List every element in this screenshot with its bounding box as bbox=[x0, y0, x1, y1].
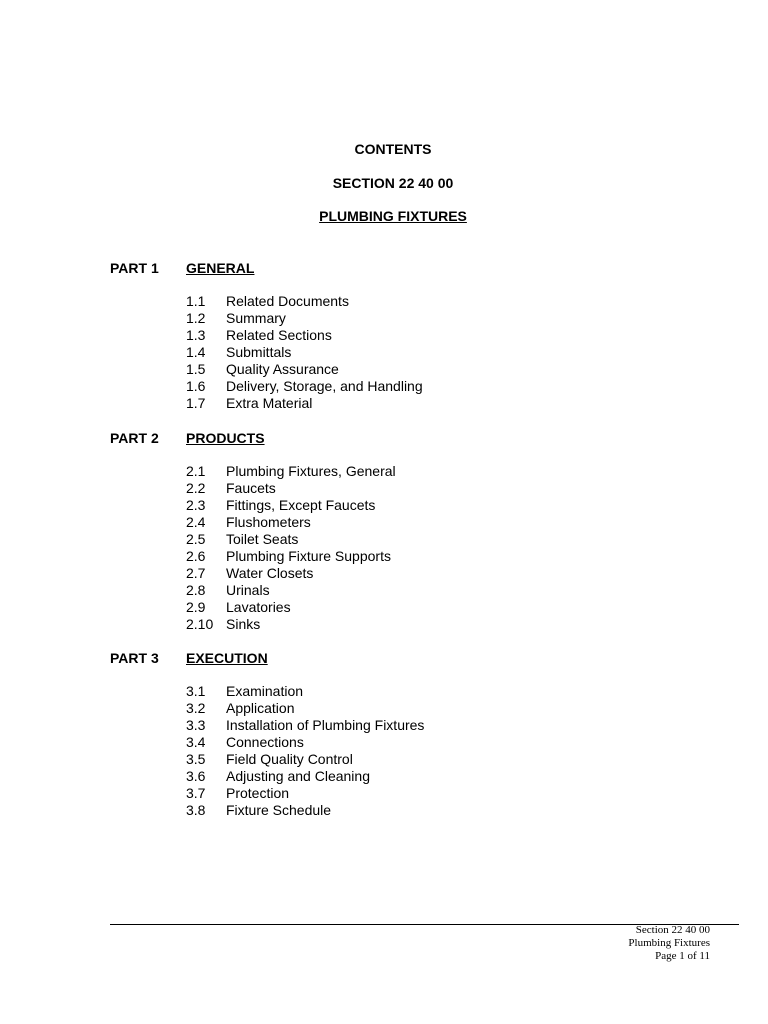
section-title: PLUMBING FIXTURES bbox=[319, 208, 467, 224]
item-title: Toilet Seats bbox=[226, 531, 299, 547]
item-number: 3.8 bbox=[186, 802, 206, 818]
item-number: 2.10 bbox=[186, 616, 214, 632]
item-number: 3.1 bbox=[186, 683, 206, 699]
item-number: 1.5 bbox=[186, 361, 206, 377]
item-title: Summary bbox=[226, 310, 286, 326]
item-number: 2.3 bbox=[186, 497, 206, 513]
part-label: PART 1 bbox=[110, 260, 159, 276]
item-number: 1.4 bbox=[186, 344, 206, 360]
item-title: Examination bbox=[226, 683, 304, 699]
footer-title: Plumbing Fixtures bbox=[628, 937, 710, 949]
item-number: 1.6 bbox=[186, 378, 206, 394]
item-number: 3.3 bbox=[186, 717, 206, 733]
item-title: Quality Assurance bbox=[226, 361, 339, 377]
item-number: 2.7 bbox=[186, 565, 206, 581]
item-title: Application bbox=[226, 700, 295, 716]
contents-heading: CONTENTS bbox=[354, 141, 432, 157]
footer-section: Section 22 40 00 bbox=[635, 924, 710, 936]
item-title: Fittings, Except Faucets bbox=[226, 497, 376, 513]
item-number: 2.8 bbox=[186, 582, 206, 598]
item-number: 1.7 bbox=[186, 395, 206, 411]
item-title: Connections bbox=[226, 734, 304, 750]
item-number: 2.6 bbox=[186, 548, 206, 564]
item-title: Submittals bbox=[226, 344, 292, 360]
item-title: Adjusting and Cleaning bbox=[226, 768, 370, 784]
item-number: 3.2 bbox=[186, 700, 206, 716]
item-title: Sinks bbox=[226, 616, 261, 632]
item-title: Protection bbox=[226, 785, 290, 801]
part-name: EXECUTION bbox=[186, 650, 268, 666]
item-number: 1.3 bbox=[186, 327, 206, 343]
item-number: 2.2 bbox=[186, 480, 206, 496]
item-title: Faucets bbox=[226, 480, 276, 496]
item-number: 2.4 bbox=[186, 514, 206, 530]
item-title: Lavatories bbox=[226, 599, 291, 615]
part-name: GENERAL bbox=[186, 260, 255, 276]
item-number: 3.6 bbox=[186, 768, 206, 784]
item-title: Plumbing Fixtures, General bbox=[226, 463, 396, 479]
item-title: Delivery, Storage, and Handling bbox=[226, 378, 423, 394]
item-title: Water Closets bbox=[226, 565, 314, 581]
item-title: Plumbing Fixture Supports bbox=[226, 548, 391, 564]
item-number: 1.2 bbox=[186, 310, 206, 326]
item-title: Related Documents bbox=[226, 293, 349, 309]
part-label: PART 2 bbox=[110, 430, 159, 446]
section-number: SECTION 22 40 00 bbox=[332, 175, 454, 191]
item-title: Urinals bbox=[226, 582, 270, 598]
page-footer bbox=[628, 924, 710, 963]
item-number: 2.1 bbox=[186, 463, 206, 479]
item-number: 3.7 bbox=[186, 785, 206, 801]
item-number: 3.5 bbox=[186, 751, 206, 767]
item-number: 3.4 bbox=[186, 734, 206, 750]
item-title: Extra Material bbox=[226, 395, 313, 411]
item-number: 1.1 bbox=[186, 293, 206, 309]
item-number: 2.5 bbox=[186, 531, 206, 547]
item-title: Related Sections bbox=[226, 327, 332, 343]
item-title: Fixture Schedule bbox=[226, 802, 332, 818]
item-title: Installation of Plumbing Fixtures bbox=[226, 717, 425, 733]
part-label: PART 3 bbox=[110, 650, 159, 666]
item-number: 2.9 bbox=[186, 599, 206, 615]
item-title: Field Quality Control bbox=[226, 751, 353, 767]
item-title: Flushometers bbox=[226, 514, 311, 530]
footer-page-number: Page 1 of 11 bbox=[655, 950, 710, 962]
part-name: PRODUCTS bbox=[186, 430, 265, 446]
